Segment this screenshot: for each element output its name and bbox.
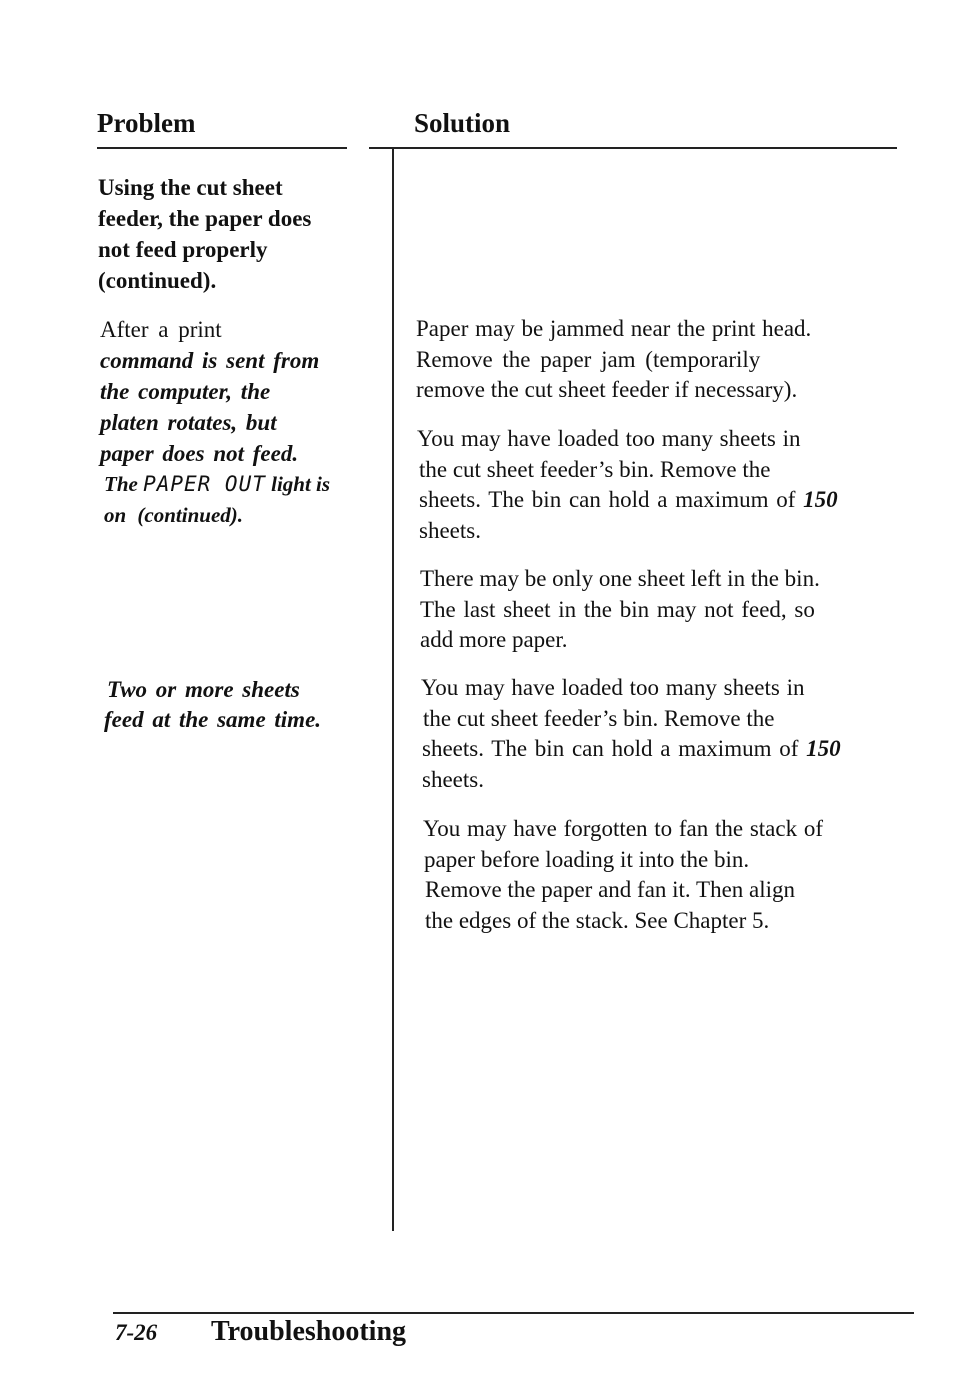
solution-line: remove the cut sheet feeder if necessary). xyxy=(416,377,798,402)
solution-line: The last sheet in the bin may not feed, so xyxy=(420,596,815,622)
problem-line: command is sent from xyxy=(100,348,320,373)
solution-text: sheets. The bin can hold a maximum of xyxy=(419,487,796,512)
solution-paper-jam xyxy=(416,314,896,406)
problem-line-light xyxy=(100,469,370,500)
solution-line: paper before loading it into the bin. xyxy=(424,846,750,872)
solution-line: sheets. xyxy=(419,517,481,543)
solution-line: sheets. xyxy=(422,766,484,792)
problem-header-rule xyxy=(97,147,347,149)
problem-text: The xyxy=(104,472,138,496)
solution-line: the edges of the stack. See Chapter 5. xyxy=(425,907,770,933)
solution-header-rule xyxy=(369,147,897,149)
section-title: Troubleshooting xyxy=(211,1316,407,1347)
problem-group-line: Using the cut sheet xyxy=(98,175,283,200)
solution-line: You may have forgotten to fan the stack of xyxy=(423,816,823,841)
solution-column-header: Solution xyxy=(414,108,511,138)
solution-last-sheet xyxy=(420,564,905,656)
footer-rule xyxy=(113,1312,914,1314)
solution-too-many-sheets xyxy=(417,424,902,546)
problem-line: paper does not feed. xyxy=(100,441,299,466)
solution-line: You may have loaded too many sheets in xyxy=(417,426,801,451)
problem-line: feed at the same time. xyxy=(104,707,322,732)
max-sheets-value: 150 xyxy=(806,736,841,761)
solution-line: You may have loaded too many sheets in xyxy=(421,675,805,700)
problem-paper-not-feed xyxy=(100,314,370,531)
solution-line: Paper may be jammed near the print head. xyxy=(416,316,812,341)
max-sheets-value: 150 xyxy=(803,487,838,512)
column-divider xyxy=(392,149,394,1231)
solution-line: the cut sheet feeder’s bin. Remove the xyxy=(419,456,771,482)
problem-multiple-sheets xyxy=(104,675,374,735)
problem-line: on (continued). xyxy=(104,503,244,527)
problem-column-header: Problem xyxy=(97,108,196,138)
solution-fan-stack xyxy=(423,814,908,936)
problem-group-line: not feed properly xyxy=(98,237,268,262)
problem-text: light is xyxy=(271,472,331,496)
problem-group-line: (continued). xyxy=(98,268,217,293)
page-number: 7-26 xyxy=(115,1320,158,1345)
solution-line xyxy=(417,485,902,516)
solution-line: add more paper. xyxy=(420,627,568,652)
solution-text: sheets. The bin can hold a maximum of xyxy=(422,736,799,761)
problem-line: Two or more sheets xyxy=(107,677,300,702)
solution-line: Remove the paper and fan it. Then align xyxy=(425,877,796,902)
problem-line: After a print xyxy=(100,317,222,342)
problem-group-line: feeder, the paper does xyxy=(98,206,312,231)
problem-line: the computer, the xyxy=(100,379,271,404)
solution-too-many-sheets-2 xyxy=(421,673,906,795)
solution-line: There may be only one sheet left in the bin. xyxy=(420,566,820,591)
problem-group-heading xyxy=(98,172,358,296)
problem-line: platen rotates, but xyxy=(100,410,277,435)
solution-line: Remove the paper jam (temporarily xyxy=(416,346,761,372)
solution-line: the cut sheet feeder’s bin. Remove the xyxy=(423,705,775,731)
paper-out-light-label: PAPER OUT xyxy=(143,472,266,496)
solution-line xyxy=(421,734,906,765)
